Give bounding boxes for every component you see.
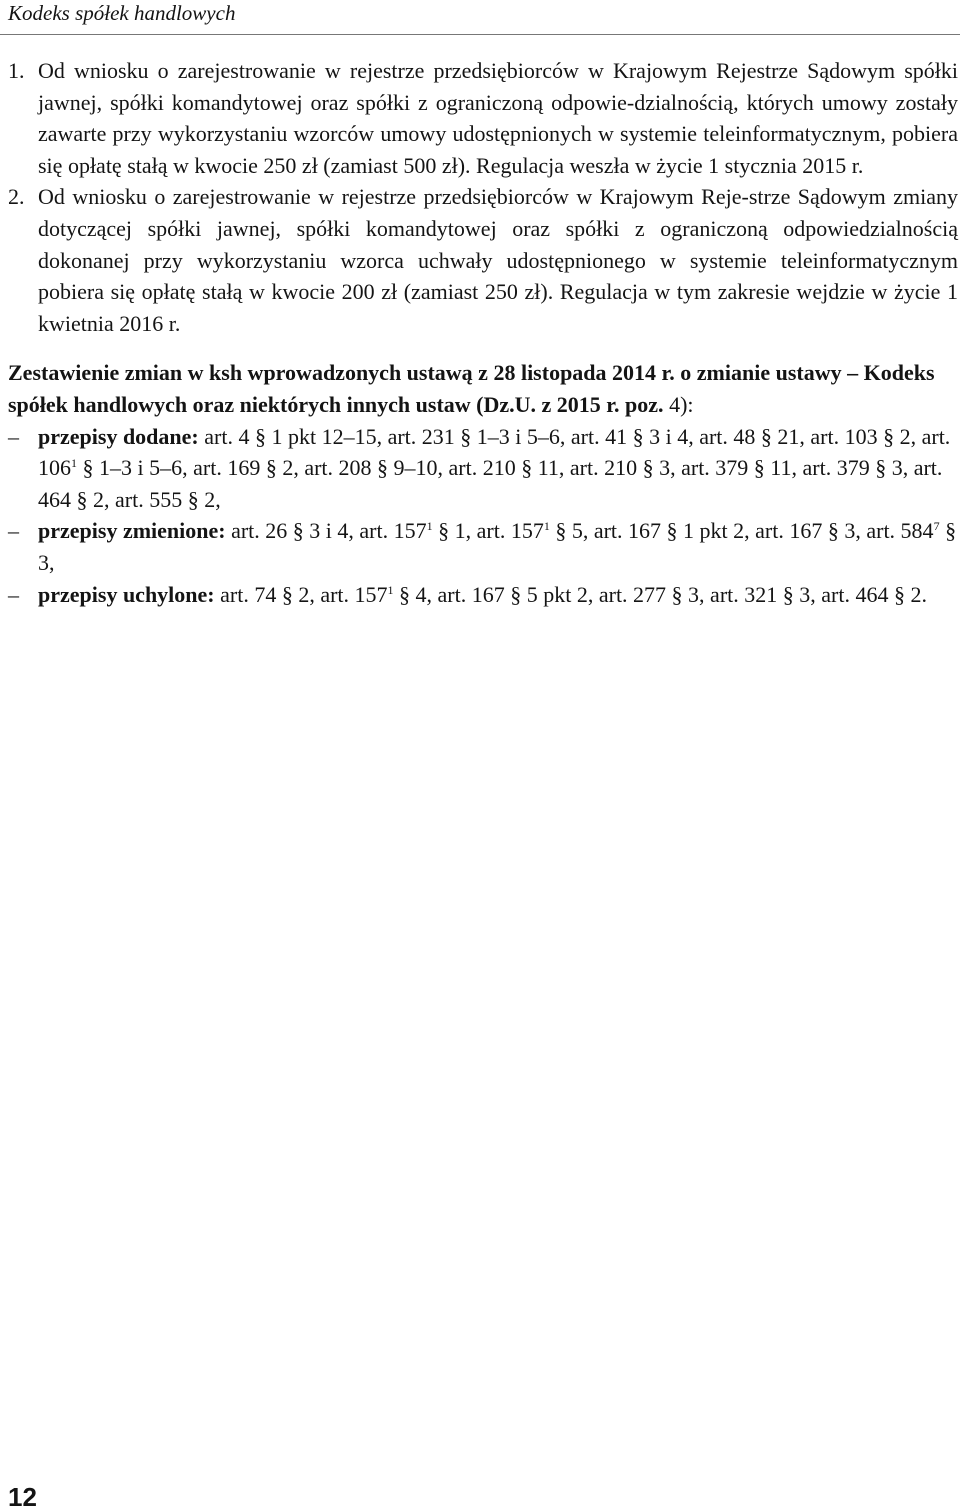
paragraph-number: 1.: [8, 58, 25, 83]
list-item-text: art. 74 § 2, art. 157: [220, 581, 388, 607]
list-item-label: przepisy dodane:: [38, 423, 199, 449]
summary-heading-text: Zestawienie zmian w ksh wprowadzonych ustawą z 28 listopada 2014 r. o zmianie ustawy – Kodeks spółek handlowych oraz niektórych innych ustaw (Dz.U. z 2015 r. poz.: [8, 360, 935, 417]
summary-heading-tail: 4):: [669, 391, 694, 417]
list-item-repealed: [8, 579, 958, 611]
superscript: 1: [387, 582, 394, 597]
numbered-paragraph-2: [8, 181, 958, 339]
list-item-label: przepisy uchylone:: [38, 581, 215, 607]
list-item-text: § 4, art. 167 § 5 pkt 2, art. 277 § 3, art. 321 § 3, art. 464 § 2.: [393, 581, 927, 607]
list-item-added: [8, 421, 958, 516]
main-content: [8, 55, 958, 610]
numbered-paragraph-1: [8, 55, 958, 181]
list-dash: –: [8, 581, 19, 607]
header-divider: [0, 34, 960, 35]
list-item-text: art. 26 § 3 i 4, art. 157: [231, 518, 427, 544]
paragraph-text: Od wniosku o zarejestrowanie w rejestrze przedsiębiorców w Krajowym Rejestrze Sądowym spółki jawnej, spółki komandytowej oraz spółki z ograniczoną odpowie-dzialnością, których umowy zostały zawarte przy wykorzystaniu wzorców umowy udostępnionych w systemie teleinformatycznym, pobiera się opłatę stałą w kwocie 250 zł (zamiast 500 zł). Regulacja weszła w życie 1 stycznia 2015 r.: [38, 58, 958, 178]
list-dash: –: [8, 518, 19, 544]
list-item-label: przepisy zmienione:: [38, 518, 226, 544]
list-item-text: § 5, art. 167 § 1 pkt 2, art. 167 § 3, art. 584: [549, 518, 934, 544]
paragraph-number: 2.: [8, 184, 25, 210]
list-item-changed: [8, 515, 958, 578]
superscript: 1: [543, 519, 550, 534]
changes-list: [8, 421, 958, 611]
superscript: 1: [426, 519, 433, 534]
changes-summary-heading: [8, 357, 958, 420]
page-number: 12: [8, 1482, 37, 1512]
list-item-text: § 1, art. 157: [432, 518, 544, 544]
list-item-text: § 1–3 i 5–6, art. 169 § 2, art. 208 § 9–10, art. 210 § 11, art. 210 § 3, art. 379 § 11, art. 379 § 3, art. 464 § 2, art. 555 § 2,: [38, 455, 943, 512]
list-item-text: art. 4 § 1 pkt 12–15, art. 231 § 1–3 i 5–6, art. 41 § 3 i 4, art. 48 § 21, art. 103 § 2, art. 106: [38, 423, 951, 481]
superscript: 1: [71, 456, 77, 471]
list-dash: –: [8, 423, 19, 449]
superscript: 7: [933, 519, 940, 534]
paragraph-text: Od wniosku o zarejestrowanie w rejestrze przedsiębiorców w Krajowym Reje-strze Sądowym zmiany dotyczącej spółki jawnej, spółki komandytowej oraz spółki z ograniczoną odpowiedzialnością dokonanej przy wykorzystaniu wzorca uchwały udostępnionego w systemie teleinformatycznym pobiera się opłatę stałą w kwocie 200 zł (zamiast 250 zł). Regulacja w tym zakresie wejdzie w życie 1 kwietnia 2016 r.: [38, 184, 958, 336]
running-header-title: Kodeks spółek handlowych: [8, 1, 236, 25]
list-item-text: § 3,: [38, 518, 957, 575]
